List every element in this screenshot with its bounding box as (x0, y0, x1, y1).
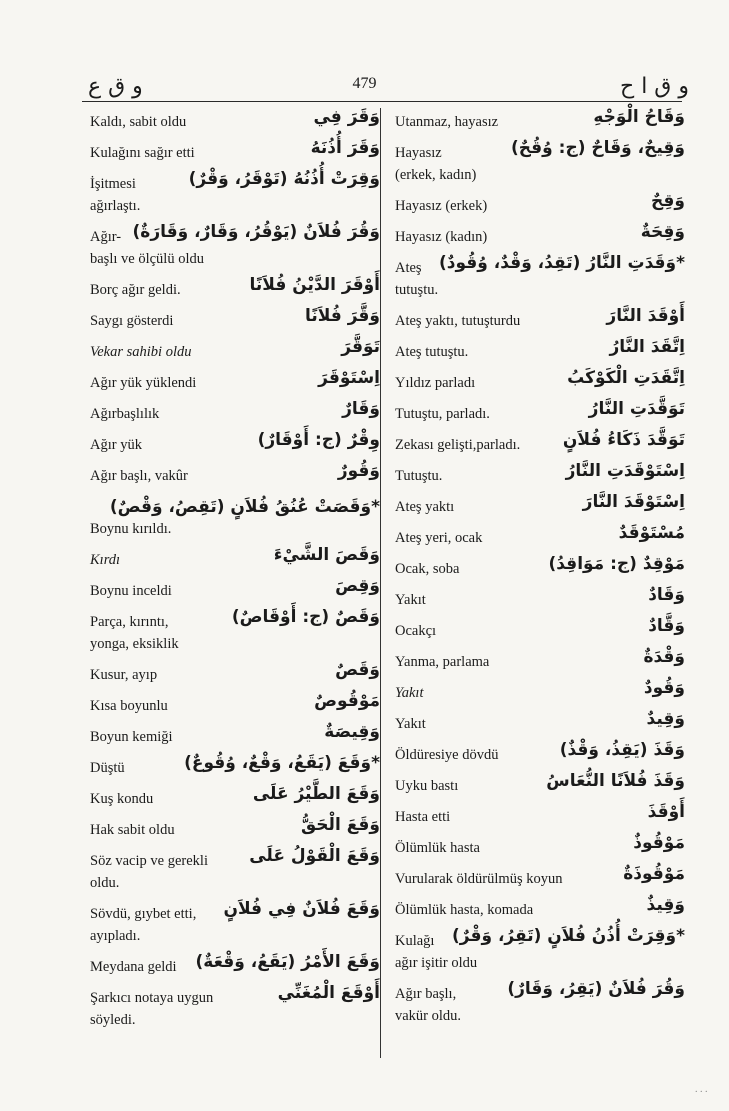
turkish-meaning-continued: söyledi. (90, 1012, 136, 1028)
arabic-headword: اِتَّقَدَتِ الْكَوْكَبُ (567, 368, 685, 388)
turkish-meaning: Kulağı (395, 933, 435, 949)
turkish-meaning: Ölümlük hasta, komada (395, 902, 534, 918)
turkish-meaning: Ölümlük hasta (395, 840, 480, 856)
turkish-meaning: Meydana geldi (90, 959, 177, 975)
dictionary-entry (395, 895, 685, 920)
dictionary-entry (90, 107, 380, 132)
arabic-headword: وَقَادٌ (648, 585, 685, 605)
arabic-headword: وَقُرَ فُلاَنٌ (يَقِرُ، وَقَارٌ) (507, 979, 685, 999)
turkish-meaning: Borç ağır geldi. (90, 282, 181, 298)
turkish-meaning: Saygı gösterdi (90, 313, 174, 329)
arabic-headword: تَوَقَّرَ (341, 337, 380, 357)
turkish-meaning: Zekası gelişti,parladı. (395, 437, 521, 453)
dictionary-entry (90, 815, 380, 840)
arabic-headword: وَقُورٌ (337, 461, 380, 481)
dictionary-entry (395, 430, 685, 455)
arabic-headword: وَقِيصَةٌ (324, 722, 380, 742)
dictionary-entry (90, 306, 380, 331)
arabic-headword: تَوَقَّدَ ذَكَاءُ فُلاَنٍ (562, 430, 685, 450)
turkish-meaning: Ateş yaktı, tutuşturdu (395, 313, 521, 329)
turkish-meaning: Parça, kırıntı, (90, 614, 169, 630)
turkish-meaning: Yanma, parlama (395, 654, 490, 670)
turkish-meaning: Ağır başlı, vakûr (90, 468, 188, 484)
dictionary-entry (395, 368, 685, 393)
turkish-meaning: Utanmaz, hayasız (395, 114, 499, 130)
turkish-meaning: Ateş tutuştu. (395, 344, 469, 360)
arabic-headword: وَقِصَ (335, 576, 380, 596)
arabic-headword: وَقِرَتْ أُذُنُهُ (تَوْقَرُ، وَقْرٌ) (188, 169, 380, 189)
page-header (0, 0, 729, 100)
turkish-meaning: Öldüresiye dövdü (395, 747, 499, 763)
turkish-meaning: Ateş yaktı (395, 499, 455, 515)
turkish-meaning-continued: ağırlaştı. (90, 198, 141, 214)
arabic-headword: اِسْتَوْقَدَتِ النَّارُ (565, 461, 685, 481)
turkish-meaning: Ağırbaşlılık (90, 406, 160, 422)
dictionary-entry (395, 191, 685, 216)
page-number: 479 (352, 75, 377, 92)
arabic-headword: *وَقَعَ (يَقَعُ، وَقْعٌ، وُقُوعٌ) (184, 753, 380, 773)
turkish-meaning-continued: başlı ve ölçülü oldu (90, 251, 204, 267)
turkish-meaning-continued: yonga, eksiklik (90, 636, 179, 652)
arabic-headword: *وَقَصَتْ عُنُقُ فُلاَنٍ (تَقِصُ، وَقْصٌ) (109, 497, 380, 517)
arabic-headword: أَوْقَذَ (647, 802, 685, 822)
dictionary-entry (90, 784, 380, 809)
dictionary-entry (395, 616, 685, 641)
turkish-meaning: Kaldı, sabit oldu (90, 114, 187, 130)
turkish-meaning: Boyun kemiği (90, 729, 173, 745)
dictionary-entry (90, 545, 380, 570)
arabic-headword: وَقُرَ فُلاَنٌ (يَوْقُرُ، وَقَارٌ، وَقَارَةٌ) (132, 222, 380, 242)
dictionary-entry (395, 399, 685, 424)
running-head-right: و ق ا ح (620, 74, 689, 99)
turkish-meaning-continued: (erkek, kadın) (395, 167, 477, 183)
arabic-headword: وَقِحٌ (651, 191, 685, 211)
arabic-headword: وَقَعَ الأَمْرُ (يَقَعُ، وَقْعَةٌ) (195, 952, 380, 972)
turkish-meaning: Vekar sahibi oldu (90, 344, 192, 360)
dictionary-entry (90, 691, 380, 716)
arabic-headword: أَوْقَرَ الدَّيْنُ فُلاَنًا (249, 275, 380, 295)
dictionary-entry (395, 771, 685, 796)
arabic-headword: وَقِيدٌ (646, 709, 685, 729)
turkish-meaning-continued: oldu. (90, 875, 120, 891)
dictionary-entry (395, 979, 685, 1026)
dictionary-entry (90, 722, 380, 747)
arabic-headword: أَوْقَدَ النَّارَ (606, 306, 685, 326)
arabic-headword: وَقُودٌ (643, 678, 685, 698)
dictionary-entry (90, 138, 380, 163)
dictionary-entry (395, 337, 685, 362)
dictionary-entry (395, 740, 685, 765)
dictionary-entry (395, 523, 685, 548)
arabic-headword: وَقَرَ فِي (313, 107, 380, 127)
turkish-meaning: Tutuştu. (395, 468, 443, 484)
turkish-meaning: Ağır yük (90, 437, 142, 453)
dictionary-entry (90, 846, 380, 893)
dictionary-entry (395, 678, 685, 703)
arabic-headword: وَقَعَ الطَّيْرُ عَلَى (252, 784, 380, 804)
dictionary-entry (90, 368, 380, 393)
arabic-headword: *وَقَدَتِ النَّارُ (تَقِدُ، وَقْدٌ، وُقُودٌ) (439, 253, 685, 273)
arabic-headword: وَقَصٌ (335, 660, 380, 680)
dictionary-entry (395, 554, 685, 579)
arabic-headword: وَقَعَ الْقَوْلُ عَلَى (249, 846, 380, 866)
turkish-meaning-continued: vakür oldu. (395, 1008, 462, 1024)
dictionary-entry (395, 647, 685, 672)
turkish-meaning: Boynu inceldi (90, 583, 172, 599)
arabic-headword: وَقَارٌ (342, 399, 380, 419)
turkish-meaning: Yıldız parladı (395, 375, 476, 391)
arabic-headword: وَقِيذٌ (646, 895, 685, 915)
turkish-meaning: Ağır yük yüklendi (90, 375, 197, 391)
arabic-headword: وَقِيحٌ، وَقَاحٌ (ج: وُقُحٌ) (511, 138, 685, 158)
dictionary-entry (395, 461, 685, 486)
turkish-meaning: Şarkıcı notaya uygun (90, 990, 214, 1006)
column-divider (380, 108, 381, 1058)
turkish-meaning: Hayasız (395, 145, 442, 161)
arabic-headword: وَقَذَ فُلاَنًا النُّعَاسُ (546, 771, 685, 791)
dictionary-entry (90, 607, 380, 654)
dictionary-entry (395, 107, 685, 132)
arabic-headword: وَقَعَ الْحَقُّ (300, 815, 380, 835)
turkish-meaning-continued: tutuştu. (395, 282, 439, 298)
turkish-meaning: Hayasız (erkek) (395, 198, 488, 214)
dictionary-entry (90, 952, 380, 977)
turkish-meaning: Söz vacip ve gerekli (90, 853, 208, 869)
turkish-meaning: Kısa boyunlu (90, 698, 168, 714)
dictionary-entry (395, 833, 685, 858)
header-rule (82, 101, 682, 102)
arabic-headword: اِسْتَوْقَرَ (318, 368, 380, 388)
turkish-meaning: Hasta etti (395, 809, 451, 825)
dictionary-entry (90, 899, 380, 946)
arabic-headword: وَقَصَ الشَّيْءَ (273, 545, 380, 565)
arabic-headword: وَقَذَ (يَقِذُ، وَقْذٌ) (559, 740, 685, 760)
turkish-meaning: Hayasız (kadın) (395, 229, 488, 245)
arabic-headword: وَقِحَةٌ (640, 222, 685, 242)
scan-mark: . . . (695, 1084, 708, 1095)
arabic-headword: مَوْقُوصٌ (314, 691, 380, 711)
dictionary-entry (90, 430, 380, 455)
dictionary-entry (90, 576, 380, 601)
dictionary-entry (395, 864, 685, 889)
arabic-headword: مَوْقُوذٌ (633, 833, 685, 853)
dictionary-entry (90, 660, 380, 685)
turkish-meaning: Tutuştu, parladı. (395, 406, 490, 422)
running-head-left: و ق ع (88, 74, 143, 99)
turkish-meaning-continued: Boynu kırıldı. (90, 521, 172, 537)
arabic-headword: أَوْقَعَ الْمُغَنِّي (277, 983, 380, 1003)
turkish-meaning: Düştü (90, 760, 125, 776)
dictionary-entry (90, 753, 380, 778)
arabic-headword: تَوَقَّدَتِ النَّارُ (588, 399, 685, 419)
arabic-headword: وَقَعَ فُلاَنٌ فِي فُلاَنٍ (223, 899, 380, 919)
turkish-meaning-continued: ağır işitir oldu (395, 955, 478, 971)
dictionary-entry (395, 802, 685, 827)
right-column (395, 107, 685, 1037)
arabic-headword: *وَقِرَتْ أُذُنُ فُلاَنٍ (تَقِرُ، وَقْرٌ) (452, 926, 685, 946)
arabic-headword: اِسْتَوْقَدَ النَّارَ (582, 492, 685, 512)
arabic-headword: مَوْقِدٌ (ج: مَوَاقِدُ) (548, 554, 685, 574)
arabic-headword: وَقَاحُ الْوَجْهِ (593, 107, 685, 127)
turkish-meaning: Kulağını sağır etti (90, 145, 195, 161)
arabic-headword: وَقَّرَ فُلاَنًا (305, 306, 380, 326)
dictionary-entry (90, 983, 380, 1030)
dictionary-entry (395, 926, 685, 973)
arabic-headword: مَوْقُوذَةٌ (623, 864, 685, 884)
dictionary-entry (395, 222, 685, 247)
turkish-meaning: Uyku bastı (395, 778, 459, 794)
dictionary-entry (90, 169, 380, 216)
turkish-meaning-continued: ayıpladı. (90, 928, 141, 944)
arabic-headword: وَقَّادٌ (648, 616, 685, 636)
turkish-meaning: Yakıt (395, 592, 426, 608)
arabic-headword: مُسْتَوْقَدٌ (618, 523, 685, 543)
dictionary-entry (90, 275, 380, 300)
dictionary-entry (90, 461, 380, 486)
dictionary-entry (90, 497, 380, 539)
turkish-meaning: Kusur, ayıp (90, 667, 158, 683)
turkish-meaning: Vurularak öldürülmüş koyun (395, 871, 563, 887)
dictionary-entry (90, 399, 380, 424)
left-column (90, 107, 380, 1041)
turkish-meaning: Ateş (395, 260, 422, 276)
turkish-meaning: Yakıt (395, 685, 424, 701)
turkish-meaning: Ağır başlı, (395, 986, 457, 1002)
dictionary-entry (395, 585, 685, 610)
arabic-headword: وَقْدَةٌ (643, 647, 685, 667)
turkish-meaning: İşitmesi (90, 176, 136, 192)
dictionary-entry (395, 138, 685, 185)
turkish-meaning: Ocak, soba (395, 561, 460, 577)
turkish-meaning: Ocakçı (395, 623, 437, 639)
dictionary-entry (90, 222, 380, 269)
dictionary-entry (395, 709, 685, 734)
arabic-headword: اِتَّقَدَ النَّارُ (609, 337, 685, 357)
turkish-meaning: Kırdı (90, 552, 121, 568)
turkish-meaning: Yakıt (395, 716, 426, 732)
dictionary-entry (395, 306, 685, 331)
turkish-meaning: Sövdü, gıybet etti, (90, 906, 197, 922)
arabic-headword: وِقْرٌ (ج: أَوْقَارٌ) (257, 430, 380, 450)
arabic-headword: وَقَصٌ (ج: أَوْقَاصٌ) (231, 607, 380, 627)
dictionary-entry (395, 492, 685, 517)
dictionary-entry (90, 337, 380, 362)
turkish-meaning: Hak sabit oldu (90, 822, 175, 838)
arabic-headword: وَقَرَ أُذُنَهُ (310, 138, 380, 158)
turkish-meaning: Ateş yeri, ocak (395, 530, 483, 546)
turkish-meaning: Kuş kondu (90, 791, 154, 807)
turkish-meaning: Ağır- (90, 229, 122, 245)
dictionary-entry (395, 253, 685, 300)
